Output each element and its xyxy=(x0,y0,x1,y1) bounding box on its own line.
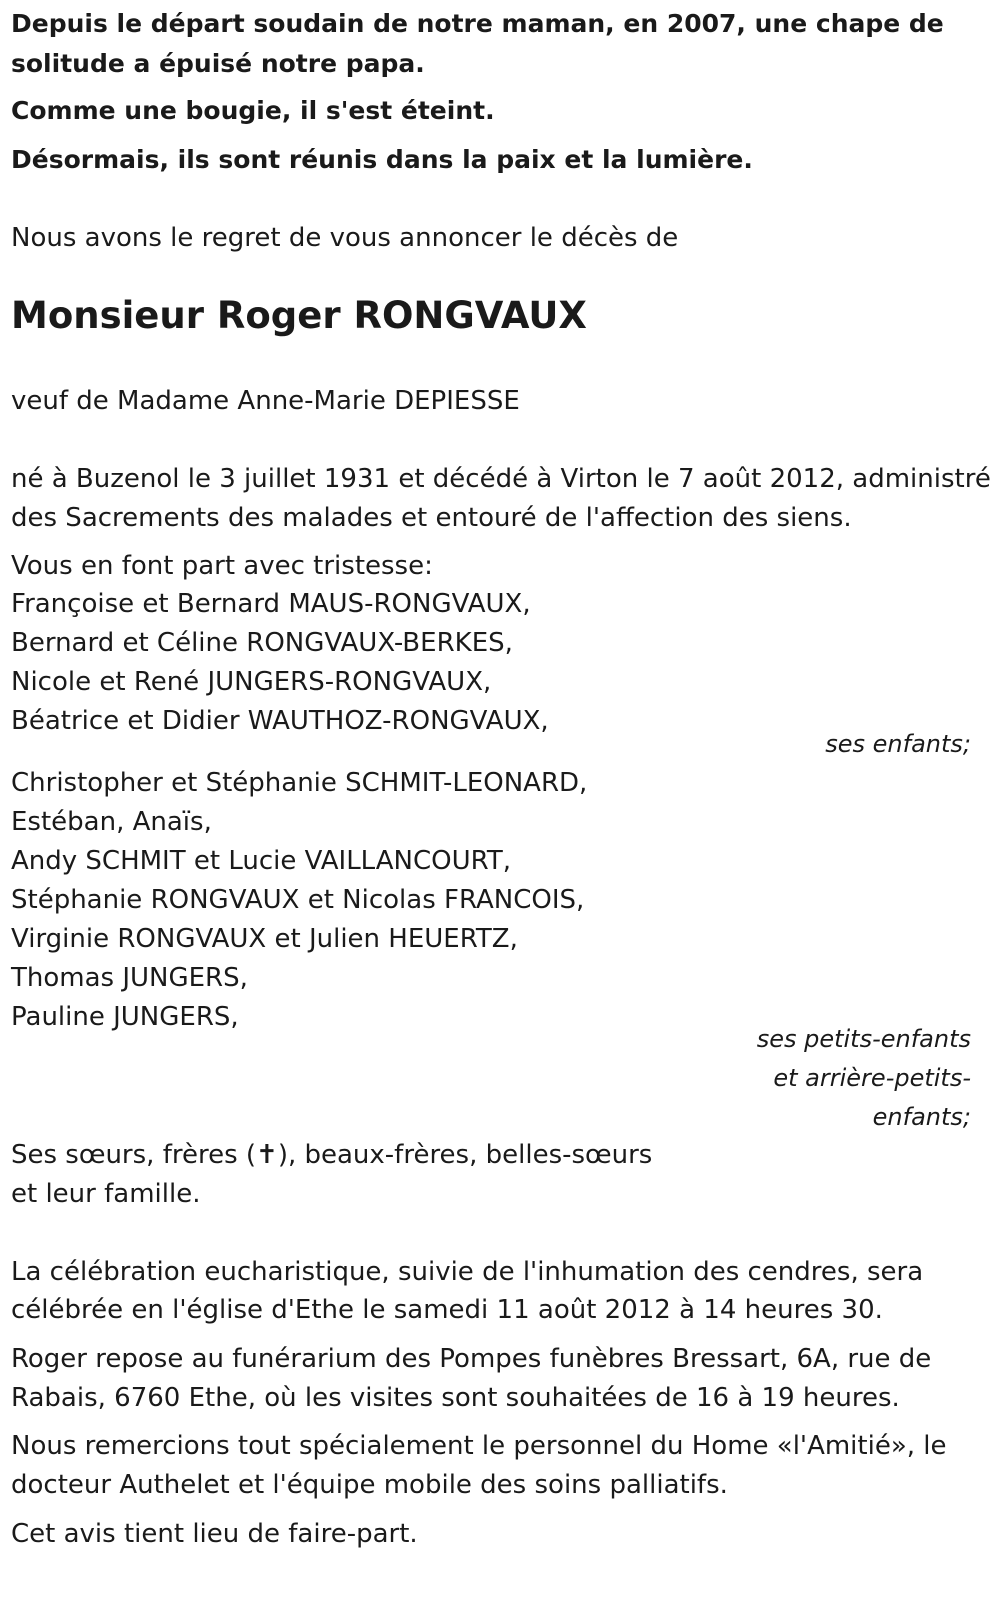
grandchildren-label-line-1: ses petits-enfants xyxy=(756,1025,971,1053)
siblings-line-2: et leur famille. xyxy=(11,1179,201,1209)
grandchildren-label-line-2: et arrière-petits- xyxy=(773,1064,971,1092)
ceremony-line-2: célébrée en l'église d'Ethe le samedi 11 août 2012 à 14 heures 30. xyxy=(11,1295,883,1325)
list-item: Virginie RONGVAUX et Julien HEUERTZ, xyxy=(11,924,518,954)
list-item: Stéphanie RONGVAUX et Nicolas FRANCOIS, xyxy=(11,885,585,915)
birth-death-line-2: des Sacrements des malades et entouré de l'affection des siens. xyxy=(11,503,852,533)
list-item: Christopher et Stéphanie SCHMIT-LEONARD, xyxy=(11,768,588,798)
siblings-line-1: Ses sœurs, frères (✝), beaux-frères, belles-sœurs xyxy=(11,1140,653,1170)
list-item: Estéban, Anaïs, xyxy=(11,807,212,837)
thanks-line-2: docteur Authelet et l'équipe mobile des soins palliatifs. xyxy=(11,1470,728,1500)
announcement-text: Nous avons le regret de vous annoncer le décès de xyxy=(11,223,679,253)
ceremony-line-1: La célébration eucharistique, suivie de l'inhumation des cendres, sera xyxy=(11,1257,924,1287)
widower-of: veuf de Madame Anne-Marie DEPIESSE xyxy=(11,386,520,416)
children-label: ses enfants; xyxy=(825,730,971,758)
birth-death-line-1: né à Buzenol le 3 juillet 1931 et décédé à Virton le 7 août 2012, administré xyxy=(11,464,991,494)
funerarium-line-2: Rabais, 6760 Ethe, où les visites sont souhaitées de 16 à 19 heures. xyxy=(11,1383,900,1413)
closing-text: Cet avis tient lieu de faire-part. xyxy=(11,1519,418,1549)
thanks-line-1: Nous remercions tout spécialement le personnel du Home «l'Amitié», le xyxy=(11,1431,947,1461)
grandchildren-label xyxy=(757,1020,971,1137)
deceased-name: Monsieur Roger RONGVAUX xyxy=(11,294,587,337)
intro-line-2: solitude a épuisé notre papa. xyxy=(11,49,425,78)
list-item: Andy SCHMIT et Lucie VAILLANCOURT, xyxy=(11,846,511,876)
list-item: Thomas JUNGERS, xyxy=(11,963,248,993)
list-item: Françoise et Bernard MAUS-RONGVAUX, xyxy=(11,589,531,619)
intro-line-4: Désormais, ils sont réunis dans la paix et la lumière. xyxy=(11,145,753,174)
family-intro: Vous en font part avec tristesse: xyxy=(11,551,433,581)
list-item: Nicole et René JUNGERS-RONGVAUX, xyxy=(11,667,492,697)
list-item: Béatrice et Didier WAUTHOZ-RONGVAUX, xyxy=(11,706,549,736)
funerarium-line-1: Roger repose au funérarium des Pompes funèbres Bressart, 6A, rue de xyxy=(11,1344,932,1374)
intro-line-3: Comme une bougie, il s'est éteint. xyxy=(11,96,495,125)
list-item: Pauline JUNGERS, xyxy=(11,1002,239,1032)
list-item: Bernard et Céline RONGVAUX-BERKES, xyxy=(11,628,513,658)
grandchildren-label-line-3: enfants; xyxy=(872,1103,971,1131)
intro-line-1: Depuis le départ soudain de notre maman, en 2007, une chape de xyxy=(11,9,944,38)
